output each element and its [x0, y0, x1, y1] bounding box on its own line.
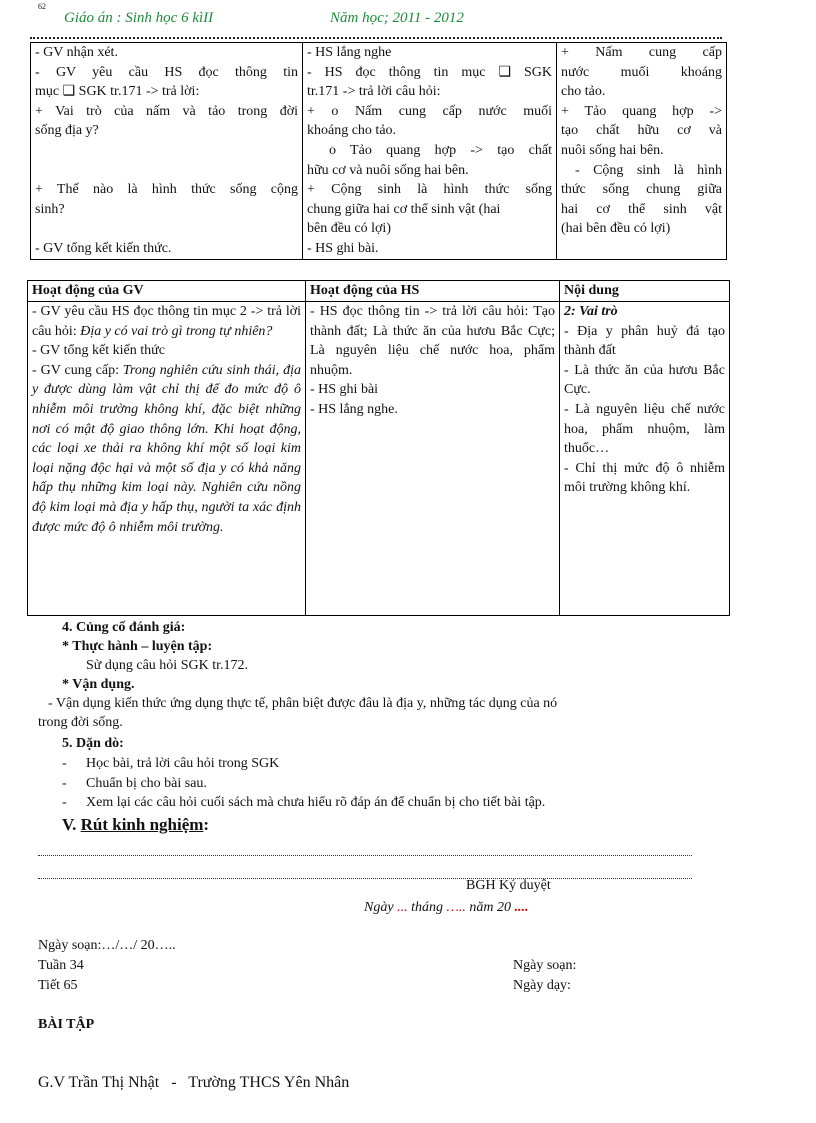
date-blank: ….. — [446, 900, 466, 915]
content-line: + Tảo quang hợp -> — [561, 103, 722, 119]
homework-item: Học bài, trả lời câu hỏi trong SGK — [86, 756, 280, 771]
content-line: hai cơ thể sinh vật — [561, 201, 722, 217]
gv-cell — [28, 302, 306, 616]
header-school-year: Năm học; 2011 - 2012 — [330, 10, 464, 26]
section-v-label: Rút kinh nghiệm — [80, 815, 204, 834]
content-line: tạo chất hữu cơ và — [561, 123, 722, 139]
approval-date — [364, 900, 529, 916]
period: Tiết 65 — [38, 978, 78, 993]
header-lesson-plan: Giáo án : Sinh học 6 kìII — [64, 10, 214, 26]
gv-para: - GV tổng kết kiến thức — [32, 343, 165, 359]
content-para: - Địa y phân huỷ đá tạo thành đất — [564, 323, 725, 359]
footer-teacher-school: G.V Trần Thị Nhật - Trường THCS Yên Nhân — [38, 1074, 350, 1091]
section-v-prefix: V. — [62, 815, 77, 834]
date-blank: .... — [514, 900, 529, 915]
gv-line: + Thế nào là hình thức sống cộng — [35, 182, 298, 198]
lesson-title: BÀI TẬP — [38, 1017, 95, 1032]
header-divider — [30, 37, 722, 39]
practice-text: Sử dụng câu hỏi SGK tr.172. — [86, 658, 248, 673]
section-5-title: 5. Dặn dò: — [62, 736, 124, 751]
gv-cell — [31, 43, 303, 260]
bullet-mark: - — [62, 776, 67, 791]
content-line: - Cộng sinh là hình — [575, 162, 722, 178]
content-line: nuôi sống hai bên. — [561, 142, 664, 158]
gv-line: - GV tổng kết kiến thức. — [35, 240, 172, 256]
prep-date: Ngày soạn:…/…/ 20….. — [38, 938, 176, 953]
gv-line: + Vai trò của nấm và tảo trong đời — [35, 103, 298, 119]
bullet-mark: - — [62, 795, 67, 810]
hs-para: - HS đọc thông tin -> trả lời câu hỏi: Tạo thành đất; Là thức ăn của hươu Bắc Cực; Là nguyên liệu chế nước hoa, phẩm nhuộm. — [310, 304, 555, 378]
content-cell — [557, 43, 727, 260]
content-para: - Là thức ăn của hươu Bắc Cực. — [564, 362, 725, 398]
hs-line: + o Nấm cung cấp nước muối — [307, 103, 552, 119]
content-para: - Chỉ thị mức độ ô nhiễm môi trường không khí. — [564, 460, 725, 496]
hs-line: o Tảo quang hợp -> tạo chất — [329, 142, 552, 158]
gv-info: Trong nghiên cứu sinh thái, địa y được dùng làm vật chỉ thị để đo mức độ ô nhiễm môi trường không khí, đặc biệt những nơi có mật độ giao thông lớn. Khi hoạt động, các loại xe thải ra không khí một số loại kim loại nặng độc hại và một số địa y có khả năng hấp thụ những kim loại này. Nghiên cứu nồng độ kim loại mà địa y hấp thụ, người ta xác định được mức độ ô nhiễm môi trường. — [32, 362, 301, 535]
section-4-title: 4. Củng cố đánh giá: — [62, 620, 186, 635]
teach-date: Ngày dạy: — [513, 978, 571, 993]
gv-line: sống địa y? — [35, 123, 99, 139]
hs-line: bên đều có lợi) — [307, 221, 391, 237]
hs-line: - HS đọc thông tin mục ❑ SGK — [307, 64, 552, 80]
hs-line: chung giữa hai cơ thể sinh vật (hai — [307, 201, 501, 217]
gv-text: - GV cung cấp: — [32, 362, 119, 378]
gv-para — [32, 302, 301, 341]
hs-para: - HS ghi bài — [310, 382, 379, 398]
content-line: nước muối khoáng — [561, 64, 722, 80]
header-hs: Hoạt động của HS — [306, 281, 560, 302]
content-line: + Nấm cung cấp — [561, 45, 722, 60]
gv-line: sinh? — [35, 201, 65, 217]
page-number: 62 — [38, 2, 46, 11]
hs-line: - HS lắng nghe — [307, 45, 392, 60]
hs-line: khoáng cho tảo. — [307, 123, 397, 139]
content-line: thức sống chung giữa — [561, 182, 722, 198]
approval-title: BGH Ký duyệt — [466, 878, 551, 893]
note-line — [38, 878, 692, 879]
hs-cell — [306, 302, 560, 616]
content-line: (hai bên đều có lợi) — [561, 221, 671, 237]
date-blank: ... — [397, 900, 408, 915]
gv-text: - GV yêu cầu HS đọc thông tin mục — [32, 304, 237, 319]
section-v-title — [62, 815, 209, 835]
hs-line: - HS ghi bài. — [307, 240, 379, 256]
gv-text: 2 -> trả lời câu hỏi: — [32, 304, 302, 339]
practice-heading: * Thực hành – luyện tập: — [62, 639, 213, 654]
prep-date-right: Ngày soạn: — [513, 958, 577, 973]
gv-line: mục ❑ SGK tr.171 -> trả lời: — [35, 84, 200, 100]
content-para: - Là nguyên liệu chế nước hoa, phẩm nhuộm, làm thuốc… — [564, 401, 725, 457]
date-word: Ngày — [364, 900, 394, 915]
hs-line: tr.171 -> trả lời câu hỏi: — [307, 84, 441, 100]
bullet-mark: - — [62, 756, 67, 771]
content-title: 2: Vai trò — [564, 304, 618, 319]
header-gv: Hoạt động của GV — [28, 281, 306, 302]
activity-table-continued — [30, 42, 727, 260]
note-line — [38, 855, 692, 856]
gv-para — [32, 361, 301, 537]
apply-text: - Vận dụng kiến thức ứng dụng thực tế, phân biệt được đâu là địa y, những tác dụng của nó — [48, 696, 558, 711]
hs-line: hữu cơ và nuôi sống hai bên. — [307, 162, 469, 178]
gv-line: - GV yêu cầu HS đọc thông tin — [35, 64, 298, 80]
homework-item: Chuẩn bị cho bài sau. — [86, 776, 207, 791]
homework-item: Xem lại các câu hỏi cuối sách mà chưa hiểu rõ đáp án để chuẩn bị cho tiết bài tập. — [86, 795, 546, 810]
section-v-colon: : — [203, 815, 210, 834]
hs-line: + Cộng sinh là hình thức sống — [307, 182, 552, 198]
hs-para: - HS lắng nghe. — [310, 401, 398, 417]
hs-cell — [303, 43, 557, 260]
apply-text: trong đời sống. — [38, 715, 123, 730]
week: Tuần 34 — [38, 958, 84, 973]
gv-line: - GV nhận xét. — [35, 45, 118, 60]
content-cell — [560, 302, 730, 616]
date-word: tháng — [411, 900, 443, 915]
content-line: cho tảo. — [561, 84, 606, 100]
activity-table-role — [27, 280, 730, 616]
header-content: Nội dung — [560, 281, 730, 302]
date-word: năm 20 — [469, 900, 512, 915]
apply-heading: * Vận dụng. — [62, 677, 135, 692]
gv-question: Địa y có vai trò gì trong tự nhiên? — [80, 323, 273, 339]
